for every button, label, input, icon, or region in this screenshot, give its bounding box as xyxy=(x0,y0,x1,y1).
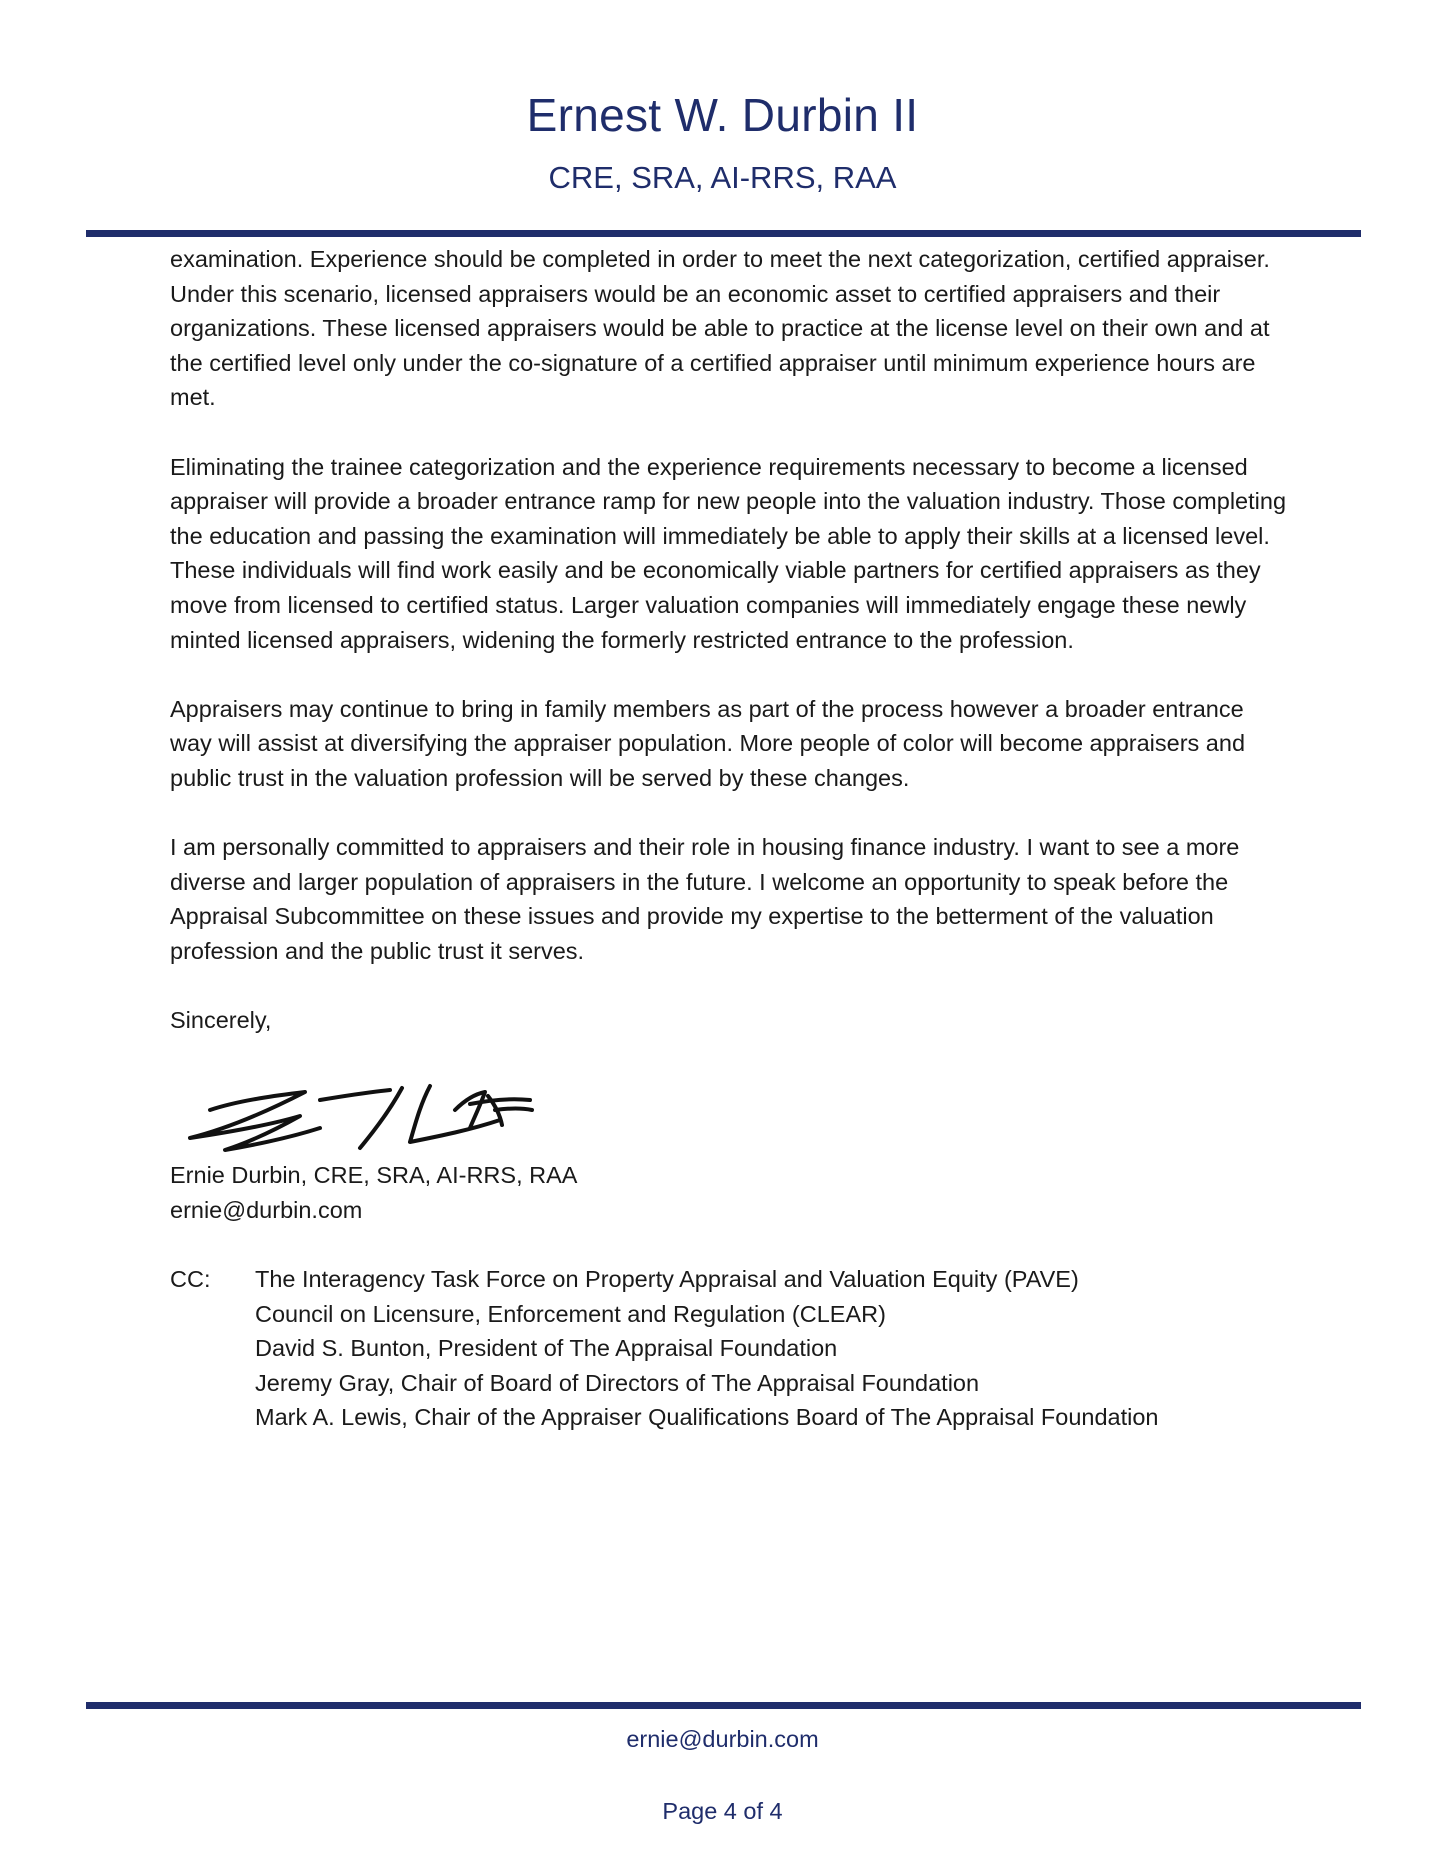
cc-recipient-list xyxy=(255,1262,1315,1435)
page-number: Page 4 of 4 xyxy=(662,1798,783,1824)
signer-email: ernie@durbin.com xyxy=(170,1196,363,1223)
header-divider xyxy=(86,230,1361,237)
body-paragraph-2: Eliminating the trainee categorization and the experience requirements necessary to become a licensed appraiser will provide a broader entrance ramp for new people into the valuation industry. Those completing the education and passing the examination will immediately be able to apply their skills at a licensed level. These individuals will find work easily and be economically viable partners for certified appraisers as they move from licensed to certified status. Larger valuation companies will immediately engage these newly minted licensed appraisers, widening the formerly restricted entrance to the profession. xyxy=(170,453,1287,653)
letter-body xyxy=(170,242,1290,1072)
signer-name: Ernie Durbin, CRE, SRA, AI-RRS, RAA xyxy=(170,1162,578,1188)
cc-label: CC: xyxy=(170,1266,211,1292)
body-paragraph-4: I am personally committed to appraisers and their role in housing finance industry. I want to see a more diverse and larger population of appraisers in the future. I welcome an opportunity to speak before the Appraisal Subcommittee on these issues and provide my expertise to the betterment of the valuation profession and the public trust it serves. xyxy=(170,834,1240,964)
cc-recipient: Mark A. Lewis, Chair of the Appraiser Qualifications Board of The Appraisal Foundation xyxy=(255,1404,1159,1431)
signature-block xyxy=(170,1158,577,1227)
body-paragraph-1: examination. Experience should be completed in order to meet the next categorization, certified appraiser. Under this scenario, licensed appraisers would be an economic asset to certified appraisers and their organizations. These licensed appraisers would be able to practice at the license level on their own and at the certified level only under the co-signature of a certified appraiser until minimum experience hours are met. xyxy=(170,246,1270,411)
closing-salutation: Sincerely, xyxy=(170,1007,272,1034)
footer-divider xyxy=(86,1702,1361,1709)
letterhead-credentials: CRE, SRA, AI-RRS, RAA xyxy=(548,160,897,195)
letterhead-name: Ernest W. Durbin II xyxy=(526,89,919,141)
cc-recipient: Jeremy Gray, Chair of Board of Directors of The Appraisal Foundation xyxy=(255,1369,980,1396)
cc-recipient: David S. Bunton, President of The Appraisal Foundation xyxy=(255,1335,838,1362)
footer-email: ernie@durbin.com xyxy=(626,1726,819,1752)
cc-recipient: Council on Licensure, Enforcement and Regulation (CLEAR) xyxy=(255,1300,886,1327)
cc-recipient: The Interagency Task Force on Property Appraisal and Valuation Equity (PAVE) xyxy=(255,1266,1079,1292)
body-paragraph-3: Appraisers may continue to bring in family members as part of the process however a broader entrance way will assist at diversifying the appraiser population. More people of color will become appraisers and public trust in the valuation profession will be served by these changes. xyxy=(170,695,1246,791)
handwritten-signature xyxy=(170,1070,540,1160)
